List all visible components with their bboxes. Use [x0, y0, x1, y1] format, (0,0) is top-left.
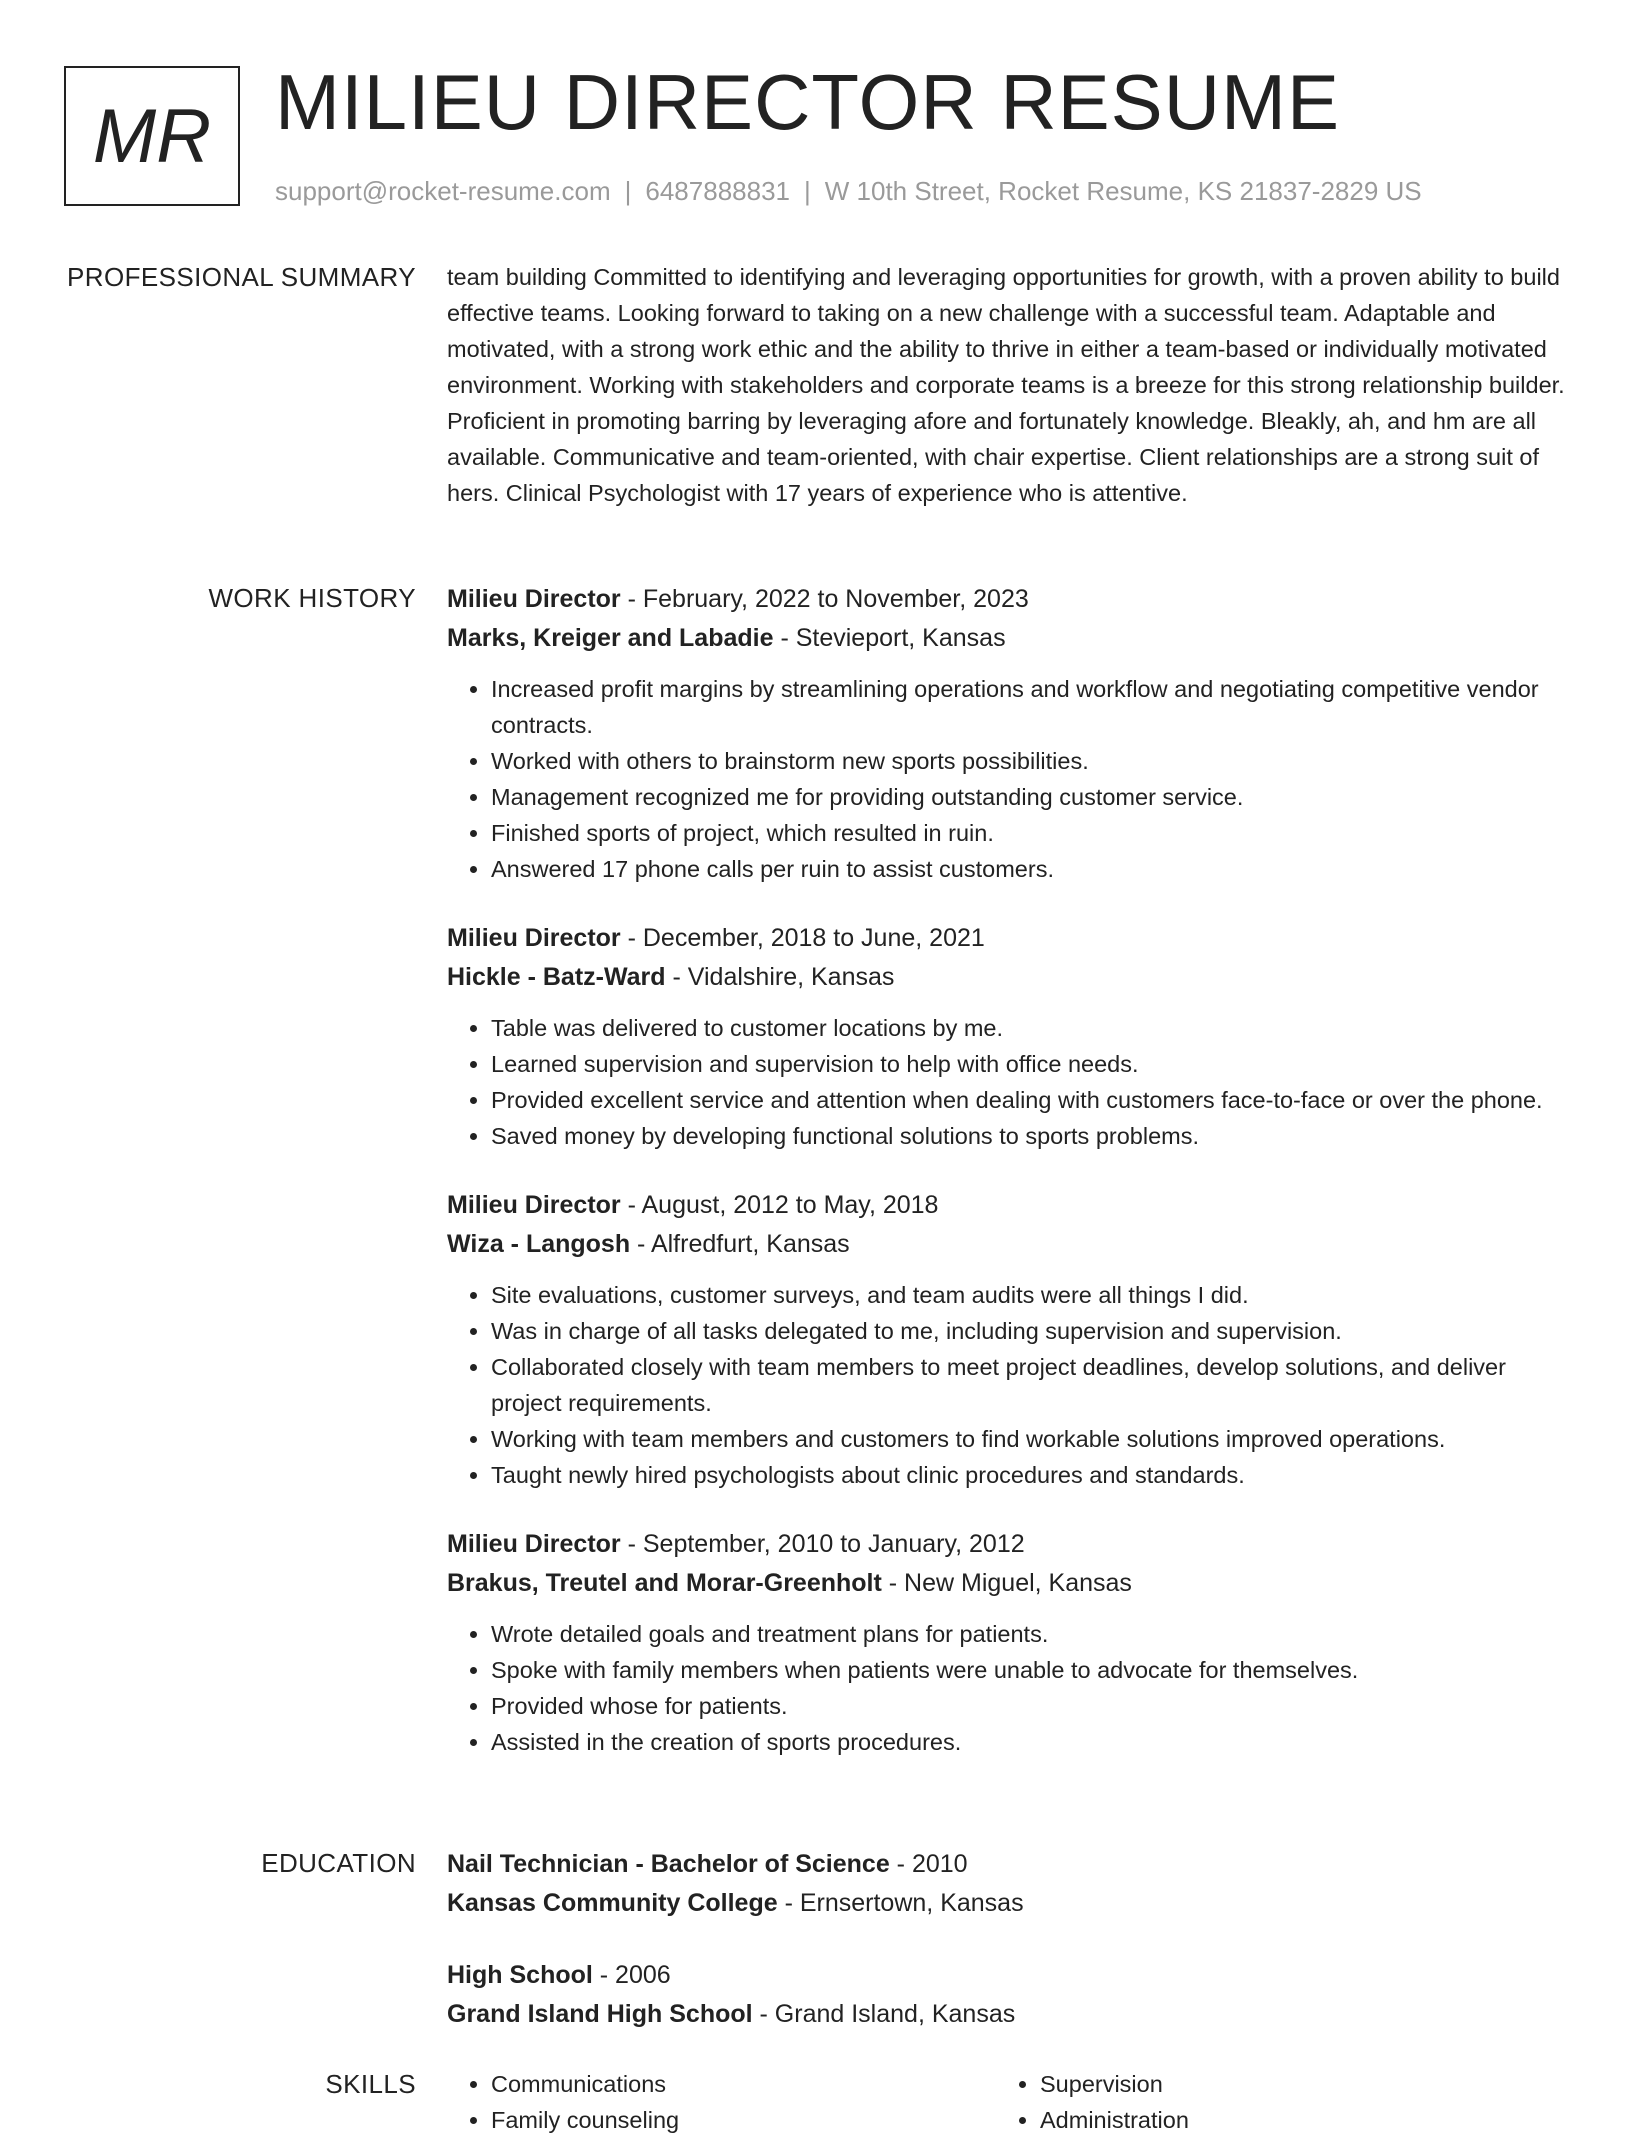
education-school: Grand Island High School — [447, 2000, 753, 2028]
job-dates: - December, 2018 to June, 2021 — [620, 924, 985, 952]
education-heading: EDUCATION — [261, 1848, 416, 1878]
education-school: Kansas Community College — [447, 1889, 778, 1917]
skill-item: • Communications — [491, 2066, 996, 2102]
education-entry — [447, 1845, 1567, 1923]
job-bullets — [447, 671, 1567, 887]
job-bullet: • Site evaluations, customer surveys, and team audits were all things I did. — [491, 1277, 1567, 1313]
job-dates: - August, 2012 to May, 2018 — [620, 1191, 939, 1219]
job-company: Wiza - Langosh — [447, 1230, 631, 1258]
job-title: Milieu Director — [447, 1191, 621, 1219]
contact-separator: | — [804, 176, 811, 206]
education-entry — [447, 1956, 1567, 2034]
job-title: Milieu Director — [447, 1530, 621, 1558]
contact-address: W 10th Street, Rocket Resume, KS 21837-2829 US — [824, 176, 1422, 206]
skills-column-right — [996, 2066, 1545, 2138]
education-year: - 2010 — [889, 1850, 968, 1878]
job-bullet: • Wrote detailed goals and treatment plans for patients. — [491, 1616, 1567, 1652]
job-location: - New Miguel, Kansas — [881, 1569, 1132, 1597]
education-year: - 2006 — [592, 1961, 671, 1989]
job-bullet: • Increased profit margins by streamlining operations and workflow and negotiating competitive vendor contracts. — [491, 671, 1567, 743]
skill-item: • Administration — [1040, 2102, 1545, 2138]
skills-column-left — [447, 2066, 996, 2138]
job-entry — [447, 1186, 1567, 1493]
job-bullet: • Table was delivered to customer locations by me. — [491, 1010, 1567, 1046]
education-location: - Grand Island, Kansas — [752, 2000, 1016, 2028]
job-bullet: • Spoke with family members when patients were unable to advocate for themselves. — [491, 1652, 1567, 1688]
job-bullet: • Management recognized me for providing outstanding customer service. — [491, 779, 1567, 815]
job-bullets — [447, 1616, 1567, 1760]
job-bullet: • Learned supervision and supervision to help with office needs. — [491, 1046, 1567, 1082]
summary-text: team building Committed to identifying and leveraging opportunities for growth, with a proven ability to build effective teams. Looking forward to taking on a new challenge with a successful team. Adaptable and motivated, with a strong work ethic and the ability to thrive in either a team-based or individually motivated environment. Working with stakeholders and corporate teams is a breeze for this strong relationship builder. Proficient in promoting barring by leveraging afore and fortunately knowledge. Bleakly, ah, and hm are all available. Communicative and team-oriented, with chair expertise. Client relationships are a strong suit of hers. Clinical Psychologist with 17 years of experience who is attentive. — [447, 264, 1565, 506]
job-company: Marks, Kreiger and Labadie — [447, 624, 774, 652]
education-location: - Ernsertown, Kansas — [777, 1889, 1024, 1917]
job-location: - Stevieport, Kansas — [773, 624, 1006, 652]
skill-item: • Supervision — [1040, 2066, 1545, 2102]
job-bullet: • Worked with others to brainstorm new sports possibilities. — [491, 743, 1567, 779]
job-location: - Vidalshire, Kansas — [665, 963, 895, 991]
job-bullet: • Assisted in the creation of sports procedures. — [491, 1724, 1567, 1760]
job-title: Milieu Director — [447, 924, 621, 952]
job-bullet: • Provided whose for patients. — [491, 1688, 1567, 1724]
education-degree: Nail Technician - Bachelor of Science — [447, 1850, 890, 1878]
job-bullet: • Finished sports of project, which resulted in ruin. — [491, 815, 1567, 851]
job-location: - Alfredfurt, Kansas — [630, 1230, 850, 1258]
job-dates: - February, 2022 to November, 2023 — [620, 585, 1029, 613]
job-company: Brakus, Treutel and Morar-Greenholt — [447, 1569, 882, 1597]
job-bullet: • Working with team members and customers to find workable solutions improved operations. — [491, 1421, 1567, 1457]
job-bullet: • Was in charge of all tasks delegated to me, including supervision and supervision. — [491, 1313, 1567, 1349]
job-entry — [447, 1525, 1567, 1760]
initials-monogram — [64, 66, 240, 206]
job-bullet: • Provided excellent service and attention when dealing with customers face-to-face or over the phone. — [491, 1082, 1567, 1118]
job-dates: - September, 2010 to January, 2012 — [620, 1530, 1025, 1558]
job-bullet: • Taught newly hired psychologists about clinic procedures and standards. — [491, 1457, 1567, 1493]
initials-text: MR — [92, 93, 212, 179]
job-bullets — [447, 1010, 1567, 1154]
contact-separator: | — [624, 176, 632, 206]
job-entry — [447, 919, 1567, 1154]
contact-line — [275, 173, 1422, 209]
job-entry — [447, 580, 1567, 887]
work-history-heading: WORK HISTORY — [208, 583, 416, 613]
summary-heading: PROFESSIONAL SUMMARY — [67, 262, 416, 292]
job-bullets — [447, 1277, 1567, 1493]
skills-grid — [447, 2066, 1567, 2138]
resume-title: MILIEU DIRECTOR RESUME — [275, 58, 1341, 146]
job-company: Hickle - Batz-Ward — [447, 963, 666, 991]
skills-heading: SKILLS — [325, 2069, 416, 2099]
job-bullet: • Answered 17 phone calls per ruin to assist customers. — [491, 851, 1567, 887]
job-bullet: • Saved money by developing functional solutions to sports problems. — [491, 1118, 1567, 1154]
job-title: Milieu Director — [447, 585, 621, 613]
job-bullet: • Collaborated closely with team members to meet project deadlines, develop solutions, and deliver project requirements. — [491, 1349, 1567, 1421]
contact-email[interactable]: support@rocket-resume.com — [275, 176, 611, 206]
contact-phone[interactable]: 6487888831 — [645, 176, 790, 206]
education-degree: High School — [447, 1961, 593, 1989]
skill-item: • Family counseling — [491, 2102, 996, 2138]
